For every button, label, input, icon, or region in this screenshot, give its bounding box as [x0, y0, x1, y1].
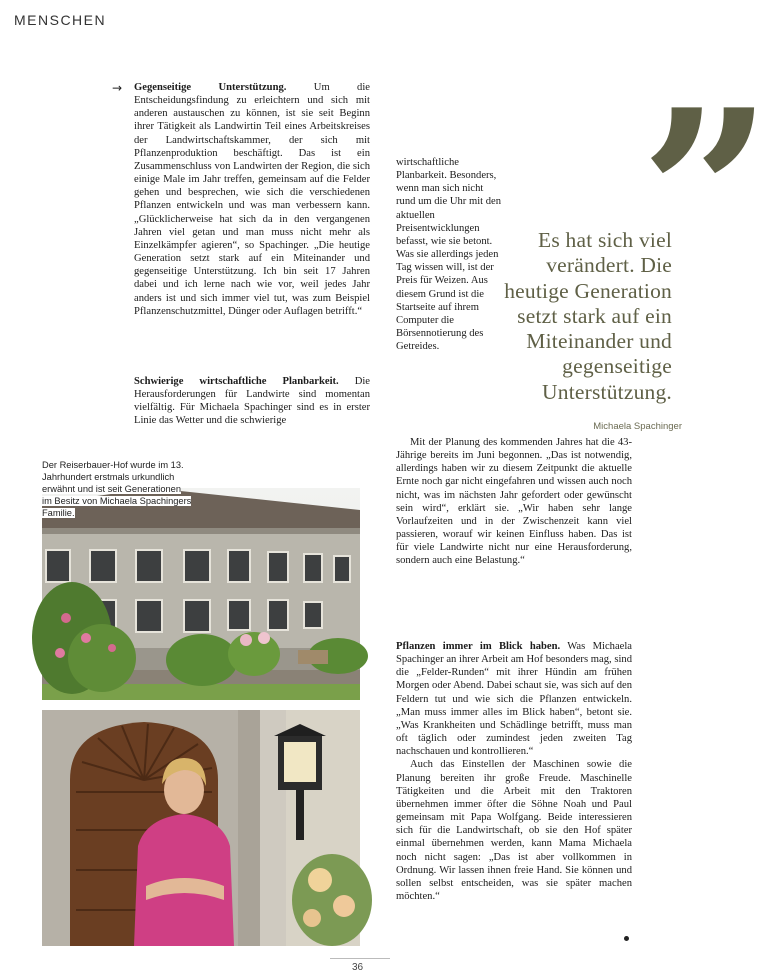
- paragraph-machines: Auch das Einstellen der Maschinen sowie die Planung bereiten ihr große Freude. Maschinelle Tätigkeiten und die Arbeit mit den Traktoren übernehmen immer öfter die Söhne Noah und Paul gemeinsam mit Papa Wolfgang. Beide interessieren sich für die Landwirtschaft, ob sie den Hof später einmal übernehmen werden, kann Mama Michaela noch nicht sagen: „Das ist aber vollkommen in Ordnung. Wir lassen ihnen freie Hand. Sie können und sollen selbst entscheiden, was sie später machen möchten.“: [396, 759, 632, 902]
- article-column-2-middle: [396, 436, 632, 568]
- page-number: 36: [352, 962, 364, 973]
- page-divider: [330, 958, 390, 959]
- arrow-icon: →: [112, 81, 123, 95]
- article-column-1b: [134, 375, 370, 428]
- article-column-2-bottom: [396, 640, 632, 903]
- paragraph-next-year: Mit der Planung des kommenden Jahres hat die 43-Jährige bereits im Juni begonnen. „Das ist notwendig, allerdings haben wir zu diesem Zeitpunkt die aktuelle Ernte noch gar nicht eingefahren und wissen auch noch nicht, was im nächsten Jahr gefordert oder gewünscht sein wird“, erklärt sie. „Wir haben sehr lange Vorlaufzeiten und in der Zwischenzeit kann viel passieren, worauf wir keinen Einfluss haben. Das ist für viele Landwirte nicht nur eine Herausforderung, sondern auch eine Belastung.“: [396, 437, 632, 567]
- paragraph-prices: wirtschaftliche Planbarkeit. Besonders, wenn man sich nicht rund um die Uhr mit den aktuellen Preisentwicklungen befasst, wie sie betont. Was sie allerdings jeden Tag wissen will, ist der Preis für Weizen. Aus diesem Grund ist die Startseite auf ihrem Computer die Börsennotierung des Getreides.: [396, 157, 502, 353]
- pull-quote: Es hat sich viel verändert. Die heutige Generation setzt stark auf ein Miteinander und gegenseitige Unterstützung.: [504, 228, 672, 404]
- paragraph-support: Um die Entscheidungsfindung zu erleichtern und sich mit anderen austauschen zu können, ist sie seit Beginn ihrer Tätigkeit als Landwirtin Teil eines Arbeitskreises der Landwirtschaftskammer, der sich mit Pflanzenproduktion beschäftigt. Das ist ein Zusammenschluss von Landwirten der Region, die sich einige Male im Jahr treffen, gemeinsam auf die Felder gehen und besprechen, wie sich die verschiedenen Pflanzen entwickeln und was man verbessern kann. „Glücklicherweise hat sich da in den vergangenen Jahren viel getan und man muss nicht mehr als Einzelkämpfer agieren“, so Spachinger. „Die heutige Generation setzt stark auf ein Miteinander und gegenseitige Unterstützung. Ich bin seit 17 Jahren dabei und ich lerne nach wie vor, weil jedes Jahr anders ist und sich immer viel tut, was zum Beispiel Pflanzenschutzmittel, Dünger oder Auflagen betrifft.“: [134, 82, 370, 317]
- subhead-fields: Pflanzen immer im Blick haben.: [396, 641, 561, 652]
- farmhouse-photo: [42, 488, 360, 700]
- photo-caption: [42, 459, 192, 519]
- end-bullet: [624, 936, 629, 941]
- pull-quote-author: Michaela Spachinger: [593, 421, 682, 432]
- portrait-photo: [42, 710, 360, 946]
- subhead-support: Gegenseitige Unterstützung.: [134, 82, 287, 93]
- paragraph-planning: Die Herausforderungen für Landwirte sind momentan vielfältig. Für Michaela Spachinger sind es in erster Linie das Wetter und die schwierige: [134, 376, 370, 427]
- subhead-planning: Schwierige wirtschaftliche Planbarkeit.: [134, 376, 339, 387]
- article-column-1: [134, 81, 370, 318]
- photo-caption-text: Der Reiserbauer-Hof wurde im 13. Jahrhundert erstmals urkundlich erwähnt und ist seit Generationen im Besitz von Michaela Spachingers Familie.: [42, 460, 192, 518]
- section-label: MENSCHEN: [14, 12, 107, 28]
- quote-mark-icon: ”: [640, 60, 772, 330]
- paragraph-fields: Was Michaela Spachinger an ihrer Arbeit am Hof besonders mag, sind die „Felder-Runden“ mit ihrer Hündin am frühen Morgen oder Abend. Dabei schaut sie, was sich auf den Feldern tut und wie sich die Pflanzen entwickeln. „Man muss immer alles im Blick haben“, betont sie. „Was Krankheiten und Schädlinge betrifft, muss man oft täglich oder zumindest jeden zweiten Tag nachschauen und kontrollieren.“: [396, 641, 632, 758]
